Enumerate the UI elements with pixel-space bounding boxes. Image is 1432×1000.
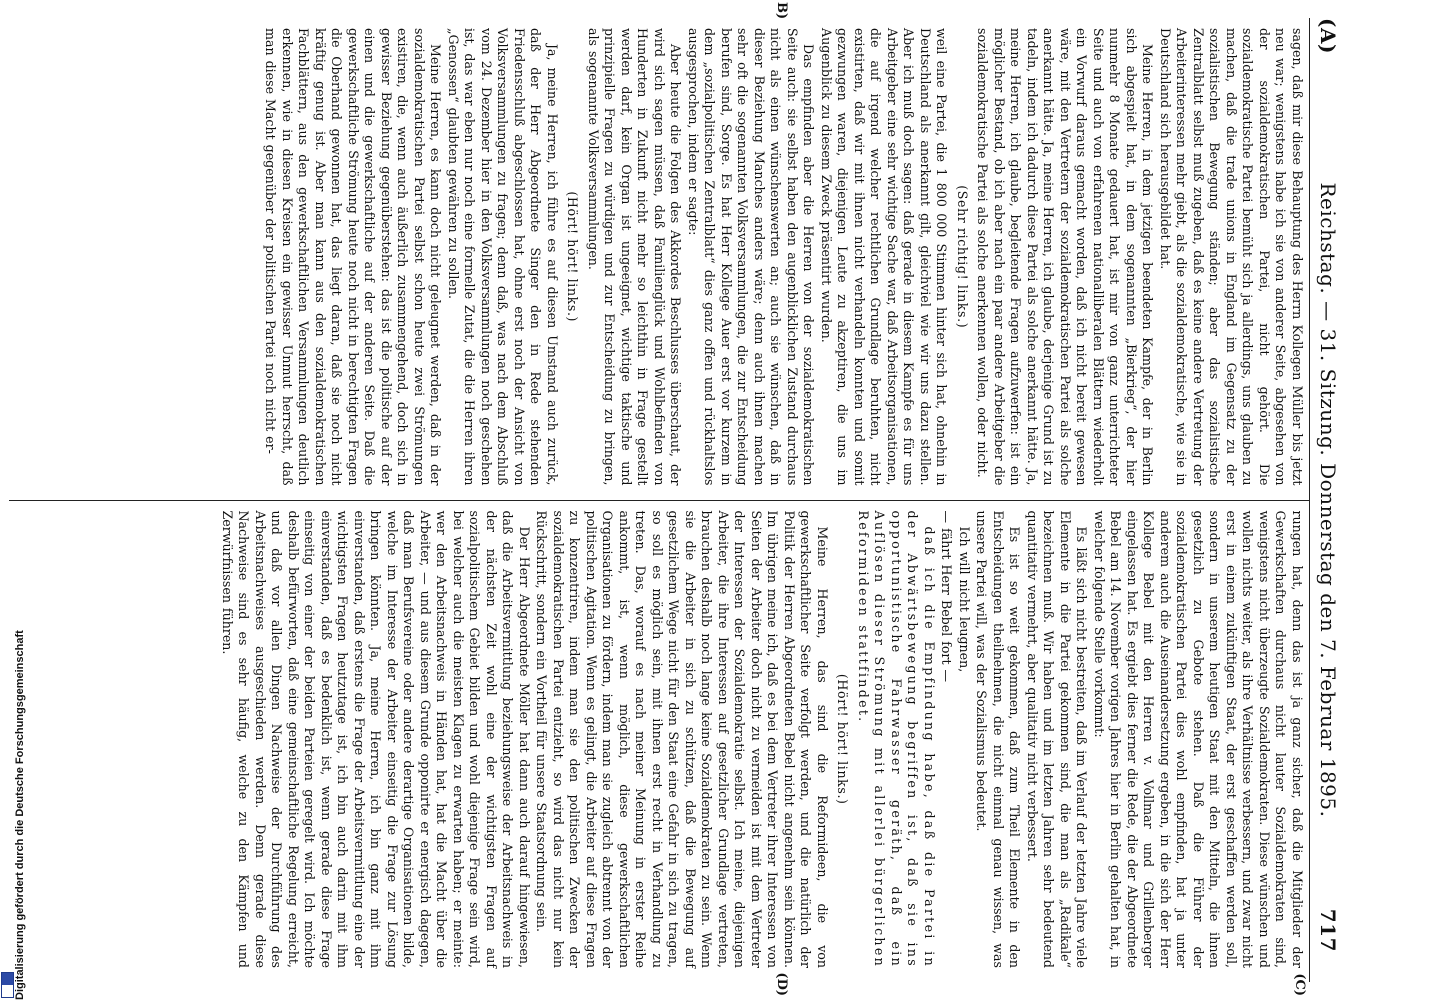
paragraph: rungen hat, denn das ist ja ganz sicher, daß die Mitglieder der Gewerkschaften durchaus nicht lauter Sozialdemokraten sind, wenigstens nicht überzeugte Sozialdemokraten. Diese wünschen und wollen nichts weiter, als ihre Verhältnisse verbessern, und zwar nicht erst in einem zukünftigen Staat, der erst geschaffen werden soll, sondern in unserem heutigen Staat mit den Mitteln, die ihnen gesetzlich zu Gebote stehen. Daß die Führer der sozialdemokratischen Partei dies wohl empfinden, hat ja unter anderem auch die Auseinandersetzung ergeben, in die sich der Herr Kollege Bebel mit den Herren v. Vollmar und Grillenberger eingelassen hat. Es ergiebt dies ferner die Rede, die der Abgeordnete Bebel am 14. November vorigen Jahres hier in Berlin gehalten hat, in welcher folgende Stelle vorkommt: [1092, 510, 1305, 968]
paragraph: sagen, daß mir diese Behauptung des Herrn Kollegen Müller bis jetzt neu war; wenigstens habe ich sie von anderer Seite, abgesehen von der sozialdemokratischen Partei, nicht gehört. Die sozialdemokratische Partei bemüht sich ja allerdings, uns glauben zu machen, daß die trade unions in England im Gegensatz zu der sozialistischen Bewegung ständen; aber das sozialistische Zentralblatt selbst muß zugeben, daß es keine andere Vertretung der Arbeiterinteressen mehr giebt, als die sozialdemokratische, wie sie in Deutschland sich herausgebildet hat. [1158, 28, 1305, 486]
text-columns [9, 2, 1309, 996]
page-header-title: Reichstag. — 31. Sitzung. Donnerstag den 7. Februar 1895. [1316, 182, 1340, 818]
paragraph: Meine Herren, es kann doch nicht geleugnet werden, daß in der sozialdemokratischen Partei selbst schon heute zwei Strömungen existiren, die, wenn auch äußerlich zusammengehend, doch sich in gewisser Beziehung gegenüberstehen: das ist die politische auf der einen und die gewerkschaftliche auf der anderen Seite. Daß die gewerkschaftliche Strömung heute noch nicht in berechtigten Fragen die Oberhand gewonnen hat, das liegt daran, daß sie noch nicht kräftig genug ist. Aber man kann aus den sozialdemokratischen Fachblättern, aus den gewerkschaftlichen Versammlungen deutlich erkennen, wie in diesen Kreisen ein gewisser Unmut herrscht, daß man diese Macht gegenüber der politischen Partei noch nicht er- [263, 28, 444, 486]
paragraph: Ja, meine Herren, ich führe es auf diesen Umstand auch zurück, daß der Herr Abgeordnete Singer den in Rede stehenden Friedensschluß abgeschlossen hat, ohne erst noch der Ansicht von Volksversammlungen zu fragen; denn daß, was nach dem Abschluß vom 24. Dezember hier in den Volksversammlungen noch geschehen ist, das war eben nur noch eine formelle Zutat, die die Herren ihren „Genossen“ glaubten gewähren zu sollen. [446, 28, 560, 486]
right-column [9, 501, 1309, 983]
interjection: (Hört! hört! links.) [835, 673, 851, 805]
margin-mark-b: B) [774, 2, 789, 20]
margin-mark-c: (C) [1292, 973, 1307, 996]
paragraph: weil eine Partei, die 1 800 000 Stimmen hinter sich hat, ohnehin in Deutschland als anerkannt gilt, gleichviel wie wir uns dazu stellen. Aber ich muß doch sagen: daß gerade in diesem Kampfe es für uns Arbeitgeber eine sehr wichtige Sache war, daß Arbeitsorganisationen, die auf irgend welcher rechtlichen Grundlage beruhten, nicht existirten, daß wir mit ihnen nicht verhandeln konnten und somit gezwungen waren, diejenigen Leute zu akzeptiren, die uns im Augenblick zu diesem Zweck präsentirt wurden. [819, 28, 950, 486]
quotation: Aber heute die Folgen des Akkordes Beschlusses überschaut, der wird sich sagen müssen, daß Familienglück und Wohlbefinden von Hunderten in Zukunft nicht mehr so leichthin in Frage gestellt werden darf, kein Organ ist ungeeignet, wichtige taktische und prinzipielle Fragen zu würdigen und zur Entscheidung zu bringen, als sogenannte Volksversammlungen. [586, 28, 684, 486]
page-number: 717 [1316, 908, 1340, 952]
quotation: Es läßt sich nicht bestreiten, daß im Verlauf der letzten Jahre viele Elemente in die Partei gekommen sind, die man als „Radikale“ bezeichnen muß. Wir haben und im letzten Jahren sehr bedeutend quantitativ vermehrt, aber qualitativ nicht verbessert. [1025, 510, 1090, 968]
left-column [9, 18, 1309, 501]
quotation: Es ist so weit gekommen, daß zum Theil Elemente in den Entscheidungen theilnehmen, die nicht einmal genau wissen, was unsere Partei will, was der Sozialismus bedeutet. [974, 510, 1023, 968]
margin-mark-a: (A) [1316, 18, 1340, 54]
paragraph: Meine Herren, das sind die Reformideen, die von gewerkschaftlicher Seite verfolgt werden, und die natürlich der Politik der Herren Abgeordneten Bebel nicht angenehm sein können. Im übrigen meine ich, daß es bei dem Vertreter ihrer Interessen von Seiten der Arbeiter doch nicht zu vermeiden ist mit dem Vertreter der Interessen der Sozialdemokratie selbst. Ich meine, diejenigen Arbeiter, die ihre Interessen auf gesetzlicher Grundlage vertreten, brauchen deshalb noch lange keine Sozialdemokraten zu sein. Wenn sie die Arbeiter in sich zu schützen, daß die Bewegung auf gesetzlichem Wege nicht für den Staat eine Gefahr in sich zu tragen, so soll es möglich sein, mit ihnen erst recht in Verhandlung zu treten. Das, worauf es nach meiner Meinung in erster Reihe ankommt, ist, wenn möglich, diese gewerkschaftlichen Organisationen zu fördern, indem man sie zugleich abtrennt von der politischen Agitation. Wenn es gelingt, die Arbeiter auf diese Fragen zu konzentriren, indem man sie den politischen Zwecken der sozialdemokratischen Partei entzieht, so wird das nicht nur kein Rückschritt, sondern ein Vortheil für unsere Staatsordnung sein. [534, 510, 830, 968]
paragraph: Das empfinden aber die Herren von der sozialdemokratischen Seite auch: sie selbst haben den augenblicklichen Zustand durchaus nicht als einen wünschenswerten an; auch sie wünschen, daß in dieser Beziehung Manches anders wäre; denn auch ihnen machen sehr oft die sogenannten Volksversammlungen, die zur Entscheidung berufen sind, Sorge. Es hat Herr Kollege Auer erst vor kurzem in dem „sozialpolitischen Zentralblatt“ dies ganz offen und rückhaltslos ausgesprochen, indem er sagte: [686, 28, 817, 486]
quotation: daß ich die Empfindung habe, daß die Partei in der Abwärtsbewegung begriffen ist, daß sie ins opportunistische Fahrwasser geräth, daß ein Auflösen dieser Strömung mit allerlei bürgerlichen Reformideen stattfindet. [856, 510, 937, 968]
paragraph: Meine Herren, in dem jetzigen beendeten Kampfe, der in Berlin sich abgespielt hat, in dem sogenannten „Bierkrieg“, der hier nunmehr 8 Monate gedauert hat, ist mir von ganz unterrichteter Seite und auch von erfahrenen nationalliberalen Blättern wiederholt ein Vorwurf daraus gemacht worden, daß ich nicht bereit gewesen wäre, mit den Vertretern der sozialdemokratischen Partei als solche anerkannt hätte. Ja, meine Herren, ich glaube, derjenige Grund ist zu tadeln, indem ich dadurch diese Partei als solche anerkannt hätte. Ja, meine Herren, ich glaube, begleitende Fragen aufzuwerfen: ist ein möglicher Bestand, ob ich aber nach ein paar andere Arbeitgeber die sozialdemokratische Partei als solche anerkennen wollen, oder nicht. [975, 28, 1156, 486]
paragraph: Der Herr Abgeordnete Möller hat dann auch darauf hingewiesen, daß die Arbeitsvermittlung beziehungsweise der Arbeitsnachweis in der nächsten Zeit wohl eine der wichtigsten Fragen auf sozialpolitischem Gebiet bilden und wohl diejenige Frage sein wird, bei welcher auch die meisten Klagen zu erwarten haben; er meinte: wer den Arbeitsnachweis in Händen hat, hat die Macht über die Arbeiter, — und aus diesem Grunde opponirte er energisch dagegen, daß man Berufsvereine oder andere derartige Organisationen bilde, welche im Interesse der Arbeiter einseitig die Frage zur Lösung bringen könnten. Ja, meine Herren, ich bin ganz mit ihm einverstanden, daß erstens die Frage der Arbeitsvermittlung eine der wichtigsten Fragen heutzutage ist, ich bin auch darin mit ihm einverstanden, daß es bedenklich ist, wenn gerade diese Frage einseitig von einer der beiden Parteien geregelt wird. Ich möchte deshalb befürworten, daß eine gemeinschaftliche Regelung erreicht, und daß vor allen Dingen Nachweise der Durchführung des Arbeitsnachweises ausgeschieden werden. Denn gerade diese Nachweise sind es sehr häufig, welche zu den Kämpfen und Zerwürfnissen führen. [220, 510, 532, 968]
interjection: (Hört! hört! links.) [565, 191, 581, 323]
aside: — fährt Herr Bebel fort — [939, 510, 955, 683]
quotation: Ich will nicht leugnen, [957, 526, 972, 673]
running-head [1309, 18, 1344, 982]
interjection: (Sehr richtig! links.) [955, 185, 970, 329]
digitization-note: Digitalisierung gefördert durch die Deutsche Forschungsgemeinschaft [14, 630, 26, 1000]
margin-mark-d: (D) [774, 972, 789, 996]
